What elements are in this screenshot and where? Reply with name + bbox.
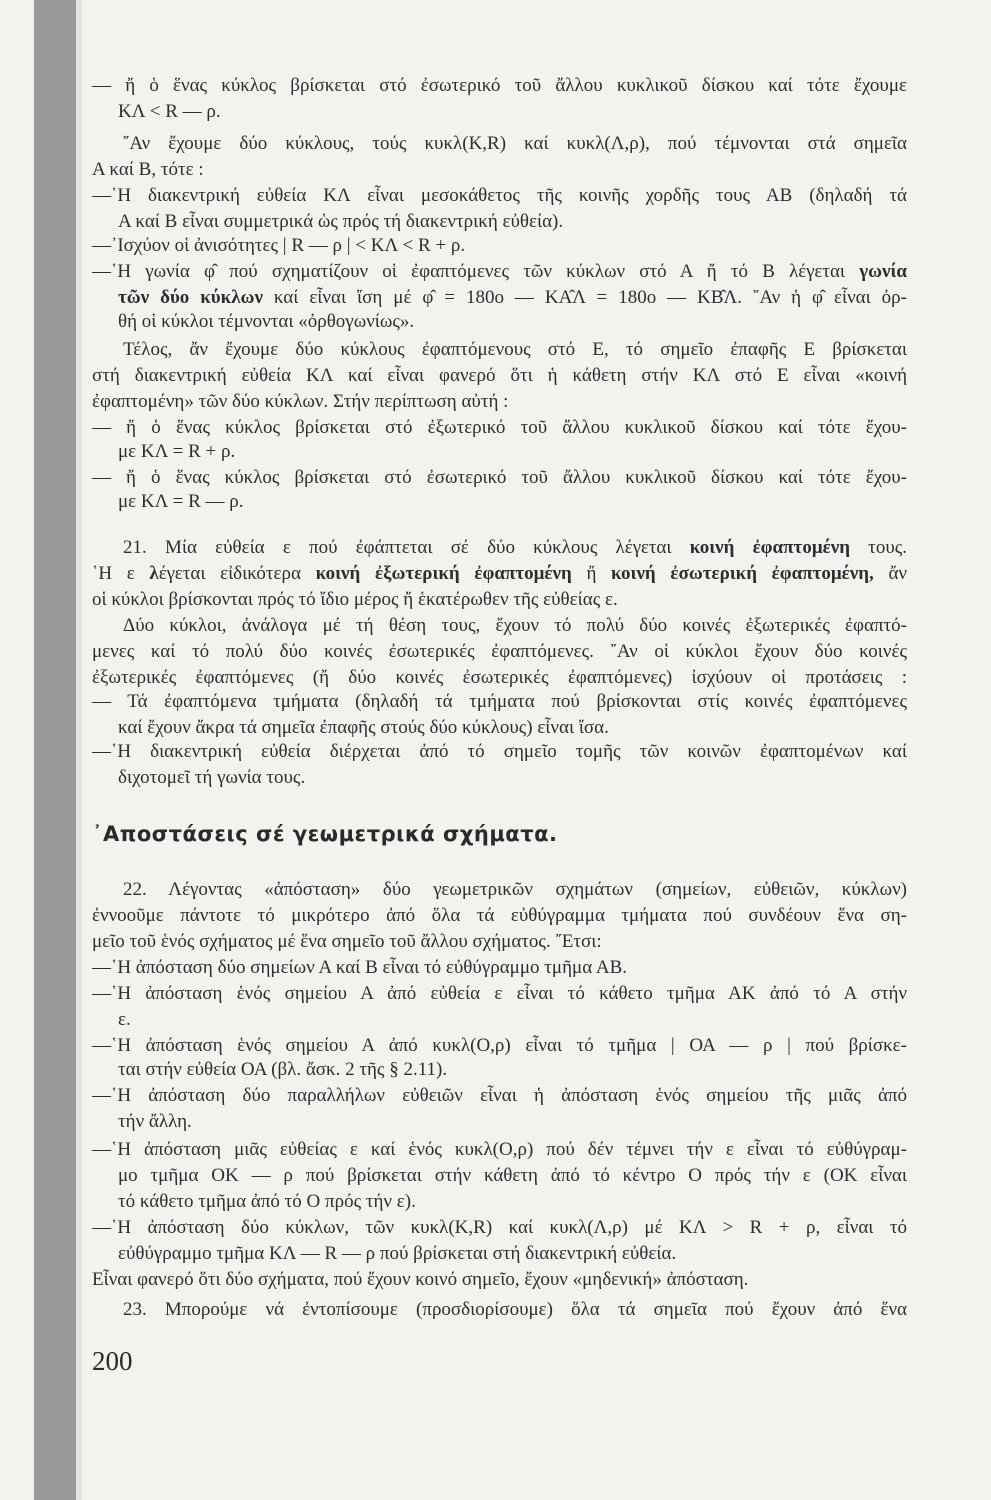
text-line	[118, 490, 907, 514]
text-line	[92, 640, 907, 664]
text-line	[118, 100, 907, 124]
text-line	[92, 690, 907, 714]
text-line	[92, 1034, 907, 1058]
text-segment: οἱ κύκλοι βρίσκονται πρός τό ἴδιο μέρος ἤ ἑκατέρωθεν τῆς εὐθείας ε.	[92, 589, 618, 610]
text-line	[118, 1058, 907, 1082]
text-line	[92, 1084, 907, 1108]
text-line	[92, 740, 907, 764]
bold-term: λ	[149, 563, 159, 584]
page-number: 200	[92, 1346, 133, 1376]
text-line	[118, 766, 907, 790]
text-line	[118, 1008, 907, 1032]
text-line	[92, 74, 907, 98]
text-line	[123, 614, 907, 638]
bold-term: γωνία	[859, 261, 907, 282]
text-segment: 21. Μία εὐθεία ε πού ἐφάπτεται σέ δύο κύκλους λέγεται	[123, 537, 690, 558]
text-segment: διχοτομεῖ τή γωνία τους.	[118, 767, 306, 788]
text-segment: εὐθύγραμμο τμῆμα ΚΛ — R — ρ πού βρίσκεται στή διακεντρική εὐθεία.	[118, 1243, 677, 1264]
text-segment: με ΚΛ = R — ρ.	[118, 491, 244, 512]
text-line	[118, 1242, 907, 1266]
text-line	[92, 260, 907, 284]
text-line	[92, 982, 907, 1006]
text-line	[92, 956, 907, 980]
text-segment: ἤ	[571, 563, 612, 584]
text-line	[123, 338, 907, 362]
text-line	[118, 1164, 907, 1188]
text-line	[92, 416, 907, 440]
text-segment: θή οἱ κύκλοι τέμνονται «ὀρθογωνίως».	[118, 311, 415, 332]
scan-binding-edge	[76, 0, 82, 1500]
text-segment: — ἤ ὁ ἕνας κύκλος βρίσκεται στό ἐσωτερικό τοῦ ἄλλου κυκλικοῦ δίσκου καί τότε ἔχου-	[92, 467, 907, 488]
text-segment: έγεται εἰδικότερα	[158, 563, 316, 584]
text-line	[92, 390, 907, 414]
text-segment: Δύο κύκλοι, ἀνάλογα μέ τή θέση τους, ἔχουν τό πολύ δύο κοινές ἐξωτερικές ἐφαπτό-	[123, 615, 907, 636]
text-segment: ῾Η ε	[92, 563, 150, 584]
text-segment: ται στήν εὐθεία ΟΑ (βλ. ἄσκ. 2 τῆς § 2.11).	[118, 1059, 448, 1080]
text-segment: Τέλος, ἄν ἔχουμε δύο κύκλους ἐφαπτόμενους στό Ε, τό σημεῖο ἐπαφῆς Ε βρίσκεται	[123, 339, 907, 360]
text-segment: τήν ἄλλη.	[118, 1111, 192, 1132]
text-line	[92, 466, 907, 490]
text-segment: —῾Η διακεντρική εὐθεία διέρχεται ἀπό τό σημεῖο τομῆς τῶν κοινῶν ἐφαπτομένων καί	[92, 741, 907, 762]
text-segment: καί ἔχουν ἄκρα τά σημεῖα ἐπαφῆς στούς δύο κύκλους) εἶναι ἴσα.	[118, 717, 609, 738]
text-segment: μο τμῆμα ΟΚ — ρ πού βρίσκεται στήν κάθετη ἀπό τό κέντρο Ο πρός τήν ε (ΟΚ εἶναι	[118, 1165, 907, 1186]
text-line	[92, 184, 907, 208]
text-line	[118, 286, 907, 310]
text-segment: Α καί Β εἶναι συμμετρικά ὡς πρός τή διακεντρική εὐθεία).	[118, 211, 564, 232]
text-segment: τό κάθετο τμῆμα ἀπό τό Ο πρός τήν ε).	[118, 1191, 416, 1212]
text-segment: —῾Η ἀπόσταση μιᾶς εὐθείας ε καί ἑνός κυκλ(Ο,ρ) πού δέν τέμνει τήν ε εἶναι τό εὐθύγραμ-	[92, 1139, 907, 1160]
text-segment: ἄν	[873, 563, 908, 584]
text-line	[118, 1190, 907, 1214]
text-segment: Α καί Β, τότε :	[92, 159, 204, 180]
text-line	[123, 536, 907, 560]
text-line	[123, 878, 907, 902]
bold-term: κοινή ἐφαπτομένη	[689, 537, 850, 558]
bold-term: κοινή ἐσωτερική ἐφαπτομένη,	[611, 563, 874, 584]
text-segment: ἐξωτερικές ἐφαπτόμενες (ἤ δύο κοινές ἐσωτερικές ἐφαπτόμενες) ἰσχύουν οἱ προτάσεις :	[92, 667, 907, 688]
text-segment: ΚΛ < R — ρ.	[118, 101, 221, 122]
text-segment: ε.	[118, 1009, 131, 1030]
text-line	[118, 310, 907, 334]
text-segment: —῾Η διακεντρική εὐθεία ΚΛ εἶναι μεσοκάθετος τῆς κοινῆς χορδῆς τους ΑΒ (δηλαδή τά	[92, 185, 907, 206]
bold-term: τῶν δύο κύκλων	[118, 287, 263, 308]
text-segment: 23. Μπορούμε νά ἐντοπίσουμε (προσδιορίσουμε) ὅλα τά σημεῖα πού ἔχουν ἀπό ἕνα	[123, 1299, 907, 1320]
text-segment: 22. Λέγοντας «ἀπόσταση» δύο γεωμετρικῶν σχημάτων (σημείων, εὐθειῶν, κύκλων)	[123, 879, 907, 900]
text-segment: με ΚΛ = R + ρ.	[118, 441, 236, 462]
scan-binding-shadow	[34, 0, 76, 1500]
text-line	[123, 132, 907, 156]
text-segment: καί εἶναι ἴση μέ φ̂ = 180ο — ΚΑ̂Λ = 180ο — ΚΒ̂Λ. ῎Αν ἡ φ̂ εἶναι ὀρ-	[262, 287, 907, 308]
bold-term: κοινή ἐξωτερική ἐφαπτομένη	[315, 563, 572, 584]
text-segment: —῾Η ἀπόσταση ἑνός σημείου Α ἀπό κυκλ(Ο,ρ) εἶναι τό τμῆμα | ΟΑ — ρ | πού βρίσκε-	[92, 1035, 907, 1056]
text-line	[92, 1138, 907, 1162]
section-heading: ᾿Αποστάσεις σέ γεωμετρικά σχήματα.	[92, 822, 558, 846]
text-line	[118, 716, 907, 740]
text-line	[123, 1298, 907, 1322]
text-segment: —῾Η ἀπόσταση ἑνός σημείου Α ἀπό εὐθεία ε εἶναι τό κάθετο τμῆμα ΑΚ ἀπό τό Α στήν	[92, 983, 907, 1004]
text-line	[92, 904, 907, 928]
text-segment: —᾿Ισχύον οἱ ἀνισότητες | R — ρ | < ΚΛ < R + ρ.	[92, 235, 466, 256]
text-line	[92, 666, 907, 690]
text-line	[92, 158, 907, 182]
text-segment: —῾Η γωνία φ̂ πού σχηματίζουν οἱ ἐφαπτόμενες τῶν κύκλων στό Α ἤ τό Β λέγεται	[92, 261, 860, 282]
text-line	[118, 210, 907, 234]
text-segment: —῾Η ἀπόσταση δύο σημείων Α καί Β εἶναι τό εὐθύγραμμο τμῆμα ΑΒ.	[92, 957, 628, 978]
text-line	[92, 562, 907, 586]
text-segment: Εἶναι φανερό ὅτι δύο σχήματα, πού ἔχουν κοινό σημεῖο, ἔχουν «μηδενική» ἀπόσταση.	[92, 1269, 749, 1290]
text-line	[118, 1110, 907, 1134]
text-segment: —῾Η ἀπόσταση δύο παραλλήλων εὐθειῶν εἶναι ἡ ἀπόσταση ἑνός σημείου τῆς μιᾶς ἀπό	[92, 1085, 907, 1106]
text-segment: τους.	[849, 537, 907, 558]
text-line	[92, 930, 907, 954]
text-segment: στή διακεντρική εὐθεία ΚΛ καί εἶναι φανερό ὅτι ἡ κάθετη στήν ΚΛ στό Ε εἶναι «κοινή	[92, 365, 907, 386]
text-segment: ἐφαπτομένη» τῶν δύο κύκλων. Στήν περίπτωση αὐτή :	[92, 391, 509, 412]
text-segment: —῾Η ἀπόσταση δύο κύκλων, τῶν κυκλ(Κ,R) καί κυκλ(Λ,ρ) μέ ΚΛ > R + ρ, εἶναι τό	[92, 1217, 907, 1238]
text-line	[92, 588, 907, 612]
text-line	[92, 364, 907, 388]
text-line	[92, 1216, 907, 1240]
text-line	[92, 234, 907, 258]
text-segment: μεῖο τοῦ ἑνός σχήματος μέ ἕνα σημεῖο τοῦ ἄλλου σχήματος. ῎Ετσι:	[92, 931, 602, 952]
text-segment: — ἤ ὁ ἕνας κύκλος βρίσκεται στό ἐξωτερικό τοῦ ἄλλου κυκλικοῦ δίσκου καί τότε ἔχου-	[92, 417, 907, 438]
text-segment: — Τά ἐφαπτόμενα τμήματα (δηλαδή τά τμήματα πού βρίσκονται στίς κοινές ἐφαπτόμενες	[92, 691, 907, 712]
text-segment: ἐννοοῦμε πάντοτε τό μικρότερο ἀπό ὅλα τά εὐθύγραμμα τμήματα πού συνδέουν ἕνα ση-	[92, 905, 907, 926]
text-segment: ῎Αν ἔχουμε δύο κύκλους, τούς κυκλ(Κ,R) καί κυκλ(Λ,ρ), πού τέμνονται στά σημεῖα	[123, 133, 907, 154]
text-segment: μενες καί τό πολύ δύο κοινές ἐσωτερικές ἐφαπτόμενες. ῎Αν οἱ κύκλοι ἔχουν δύο κοινές	[92, 641, 907, 662]
text-segment: — ἤ ὁ ἕνας κύκλος βρίσκεται στό ἐσωτερικό τοῦ ἄλλου κυκλικοῦ δίσκου καί τότε ἔχουμε	[92, 75, 907, 96]
text-line	[118, 440, 907, 464]
text-line	[92, 1268, 907, 1292]
